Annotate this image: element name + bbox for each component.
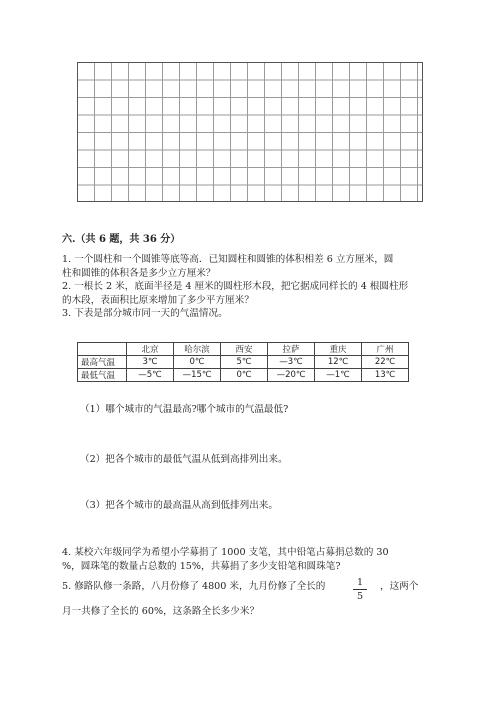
city-header: 广州 [362,343,409,356]
q3-line1: 3. 下表是部分城市同一天的气温情况。 [62,308,228,319]
city-header: 重庆 [315,343,362,356]
section-title: 六.（共 6 题，共 36 分） [62,234,181,245]
temperature-table [77,342,409,382]
table-corner-cell [78,343,127,356]
city-header: 北京 [127,343,174,356]
q3-sub2: （2）把各个城市的最低气温从低到高排列出来。 [80,454,288,465]
table-cell: 22℃ [362,356,409,369]
city-header: 西安 [221,343,268,356]
q4-line2: %，圆珠笔的数量占总数的 15%，共募捐了多少支铅笔和圆珠笔? [62,561,341,572]
row-label: 最高气温 [78,356,127,369]
writing-grid [77,62,423,202]
q1-line2: 柱和圆锥的体积各是多少立方厘米？ [62,268,216,279]
table-cell: —5℃ [127,369,174,382]
table-row [78,356,409,369]
table-cell: 0℃ [221,369,268,382]
q5-line2: 月一共修了全长的 60%，这条路全长多少米？ [62,606,260,617]
q5-line1-end: ，这两个 [380,581,419,592]
table-header-row [78,343,409,356]
table-cell: —1℃ [315,369,362,382]
table-cell: 12℃ [315,356,362,369]
city-header: 拉萨 [268,343,315,356]
table-cell: 3℃ [127,356,174,369]
q2-line1: 2. 一根长 2 米，底面半径是 4 厘米的圆柱形木段，把它据成同样长的 4 根圆柱形 [62,281,409,292]
row-label: 最低气温 [78,369,127,382]
q1-line1: 1. 一个圆柱和一个圆锥等底等高．已知圆柱和圆锥的体积相差 6 立方厘米，圆 [62,254,394,265]
fraction-numerator: 1 [356,577,364,588]
table-row [78,369,409,382]
fraction-denominator: 5 [356,591,364,602]
table-cell: 5℃ [221,356,268,369]
table-cell: —20℃ [268,369,315,382]
table-cell: —15℃ [174,369,221,382]
city-header: 哈尔滨 [174,343,221,356]
q2-line2: 的木段，表面积比原来增加了多少平方厘米？ [62,295,254,306]
table-cell: 0℃ [174,356,221,369]
q3-sub1: （1）哪个城市的气温最高?哪个城市的气温最低? [80,404,289,415]
table-cell: —3℃ [268,356,315,369]
q4-line1: 4. 某校六年级同学为希望小学募捐了 1000 支笔，其中铅笔占募捐总数的 30 [62,547,389,558]
fraction-one-fifth [353,577,367,602]
q5-line1-start: 5. 修路队修一条路，八月份修了 4800 米，九月份修了全长的 [62,581,326,592]
q3-sub3: （3）把各个城市的最高温从高到低排列出来。 [80,500,278,511]
table-cell: 13℃ [362,369,409,382]
fraction-bar [353,589,367,590]
